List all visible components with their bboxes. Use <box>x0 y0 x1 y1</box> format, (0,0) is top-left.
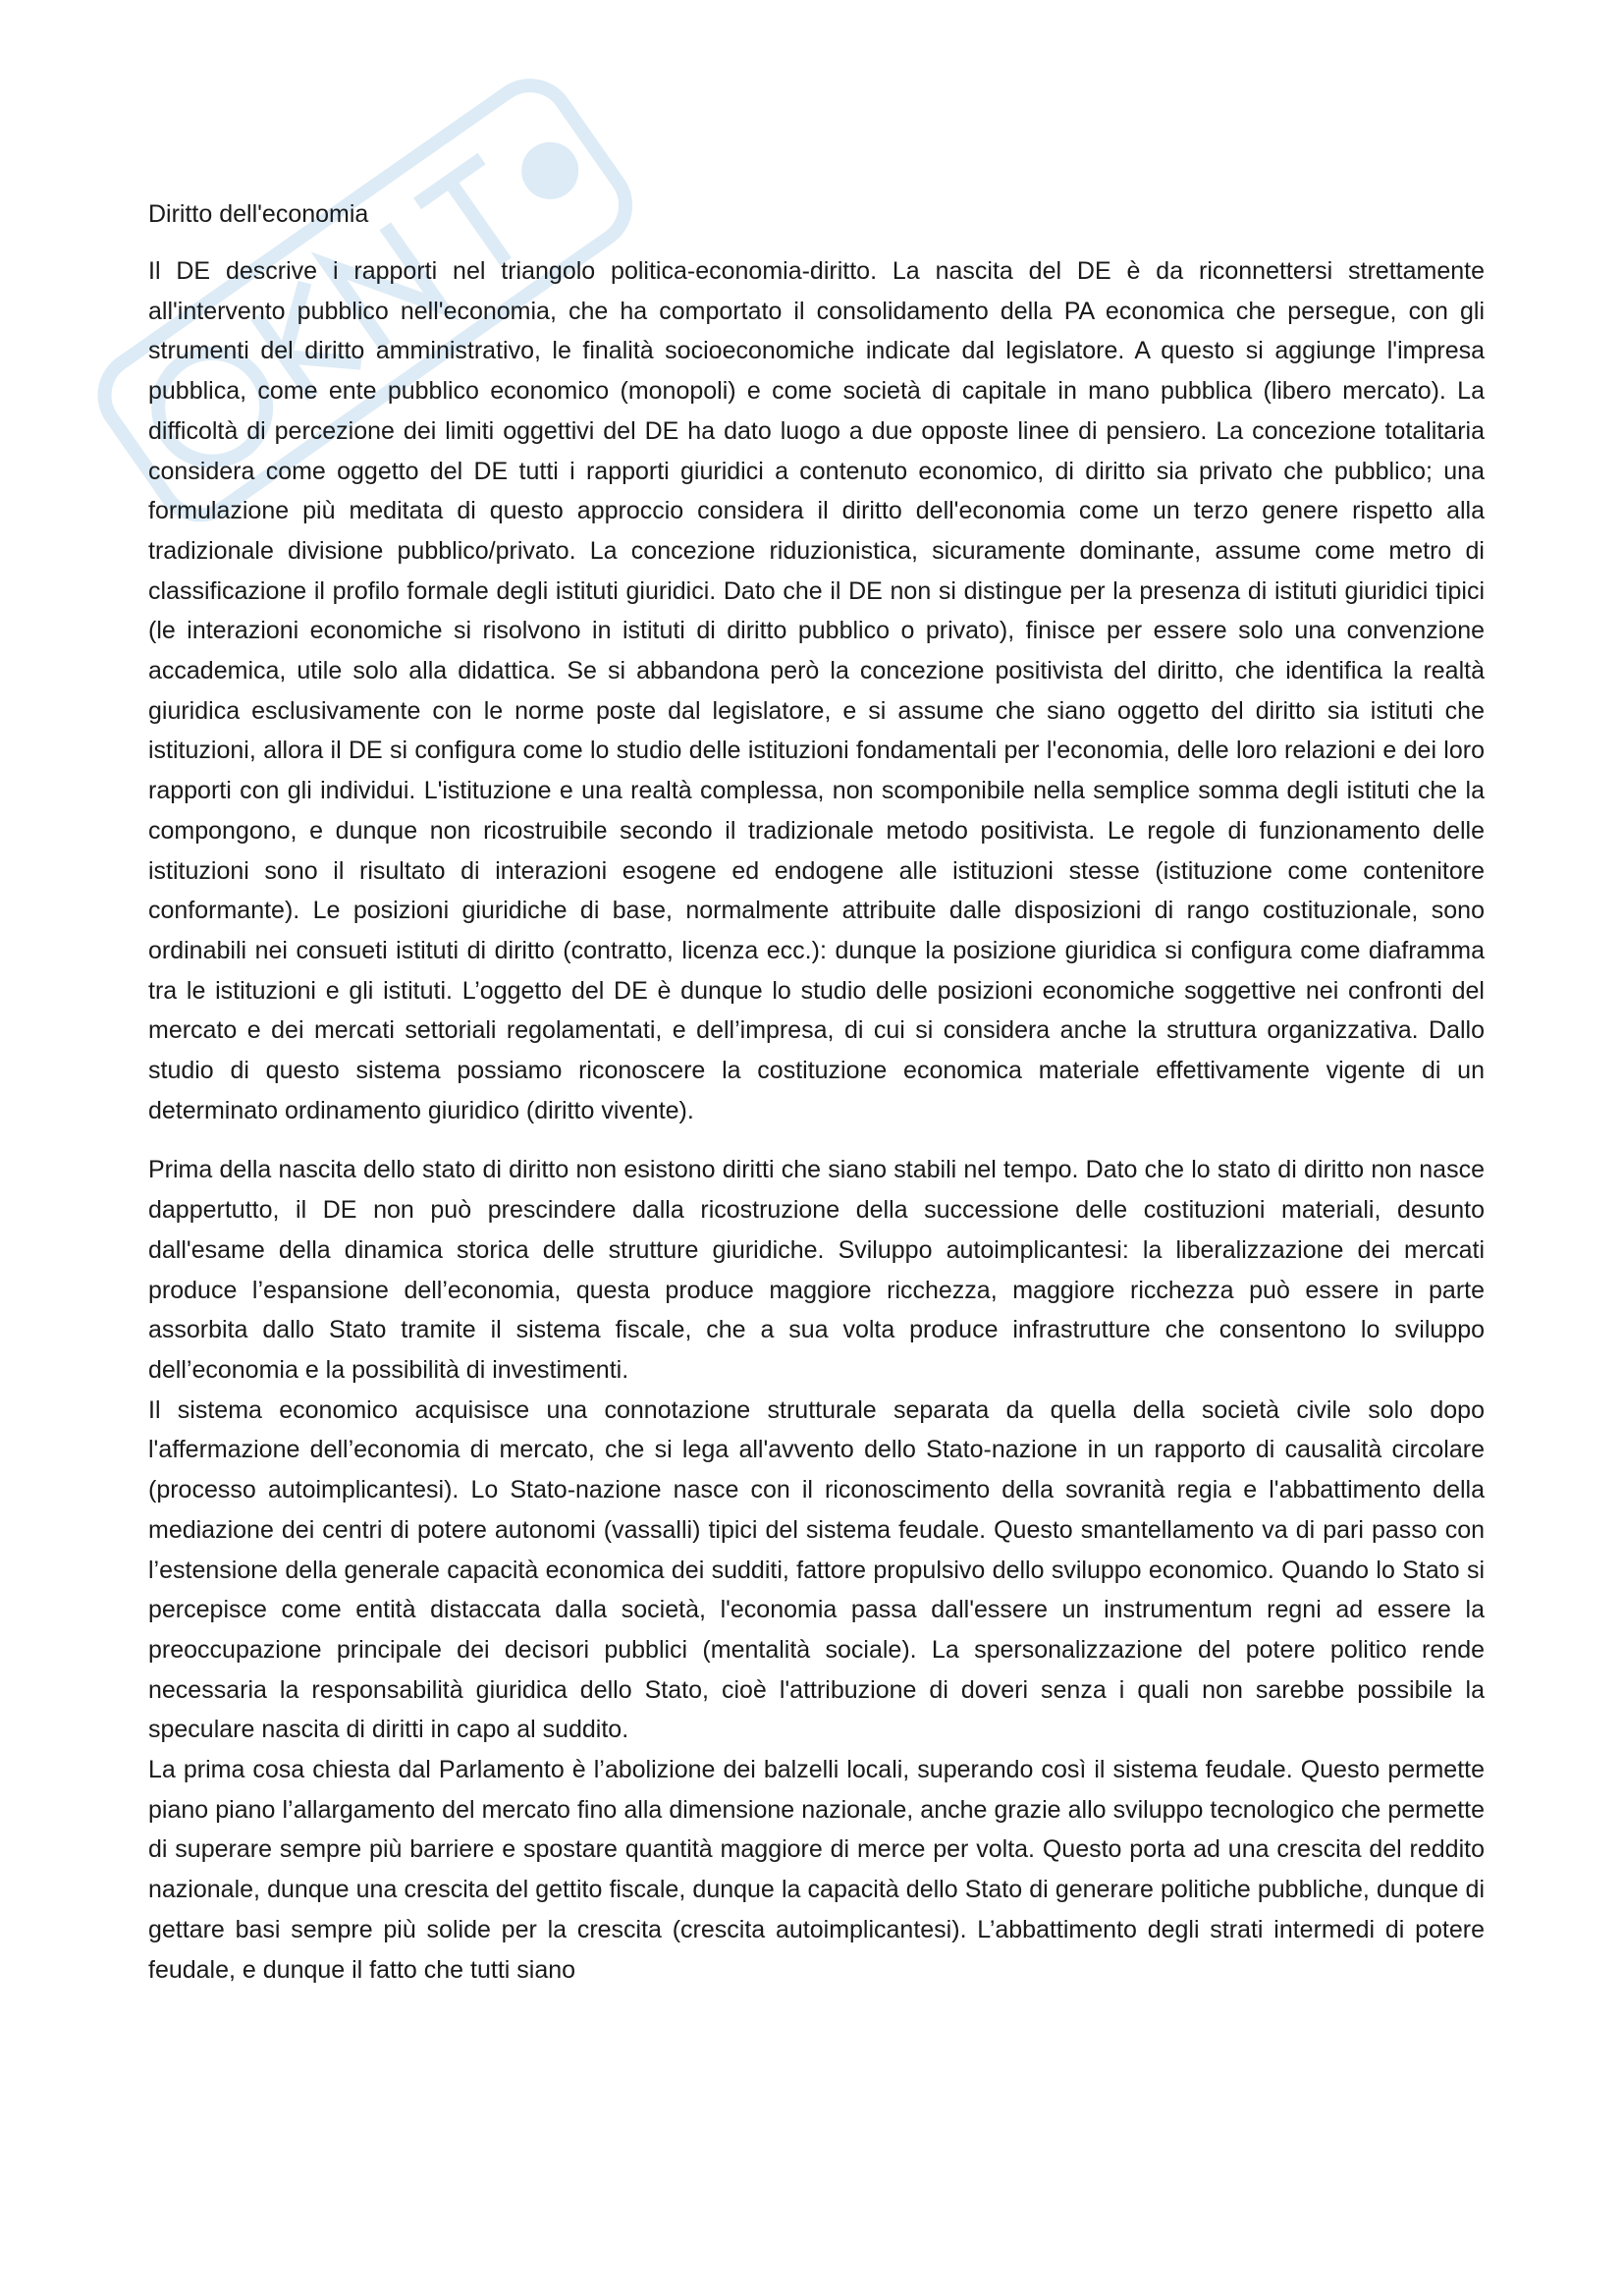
paragraph-2: Prima della nascita dello stato di diritto non esistono diritti che siano stabili nel tempo. Dato che lo stato di diritto non nasce dappertutto, il DE non può prescindere dalla ricostruzione della successione delle costituzioni materiali, desunto dall'esame della dinamica storica delle strutture giuridiche. Sviluppo autoimplicantesi: la liberalizzazione dei mercati produce l’espansione dell’economia, questa produce maggiore ricchezza, maggiore ricchezza può essere in parte assorbita dallo Stato tramite il sistema fiscale, che a sua volta produce infrastrutture che consentono lo sviluppo dell’economia e la possibilità di investimenti. <box>148 1156 1485 1384</box>
document-page <box>148 194 1485 1990</box>
paragraph-1: Il DE descrive i rapporti nel triangolo politica-economia-diritto. La nascita del DE è da riconnettersi strettamente all'intervento pubblico nell'economia, che ha comportato il consolidamento della PA economica che persegue, con gli strumenti del diritto amministrativo, le finalità socioeconomiche indicate dal legislatore. A questo si aggiunge l'impresa pubblica, come ente pubblico economico (monopoli) e come società di capitale in mano pubblica (libero mercato). La difficoltà di percezione dei limiti oggettivi del DE ha dato luogo a due opposte linee di pensiero. La concezione totalitaria considera come oggetto del DE tutti i rapporti giuridici a contenuto economico, di diritto sia privato che pubblico; una formulazione più meditata di questo approccio considera il diritto dell'economia come un terzo genere rispetto alla tradizionale divisione pubblico/privato. La concezione riduzionistica, sicuramente dominante, assume come metro di classificazione il profilo formale degli istituti giuridici. Dato che il DE non si distingue per la presenza di istituti giuridici tipici (le interazioni economiche si risolvono in istituti di diritto pubblico o privato), finisce per essere solo una convenzione accademica, utile solo alla didattica. Se si abbandona però la concezione positivista del diritto, che identifica la realtà giuridica esclusivamente con le norme poste dal legislatore, e si assume che siano oggetto del diritto sia istituti che istituzioni, allora il DE si configura come lo studio delle istituzioni fondamentali per l'economia, delle loro relazioni e dei loro rapporti con gli individui. L'istituzione e una realtà complessa, non scomponibile nella semplice somma degli istituti che la compongono, e dunque non ricostruibile secondo il tradizionale metodo positivista. Le regole di funzionamento delle istituzioni sono il risultato di interazioni esogene ed endogene alle istituzioni stesse (istituzione come contenitore conformante). Le posizioni giuridiche di base, normalmente attribuite dalle disposizioni di rango costituzionale, sono ordinabili nei consueti istituti di diritto (contratto, licenza ecc.): dunque la posizione giuridica si configura come diaframma tra le istituzioni e gli istituti. L’oggetto del DE è dunque lo studio delle posizioni economiche soggettive nei confronti del mercato e dei mercati settoriali regolamentati, e dell’impresa, di cui si considera anche la struttura organizzativa. Dallo studio di questo sistema possiamo riconoscere la costituzione economica materiale effettivamente vigente di un determinato ordinamento giuridico (diritto vivente). <box>148 257 1485 1124</box>
paragraph-3: Il sistema economico acquisisce una connotazione strutturale separata da quella della società civile solo dopo l'affermazione dell’economia di mercato, che si lega all'avvento dello Stato-nazione in un rapporto di causalità circolare (processo autoimplicantesi). Lo Stato-nazione nasce con il riconoscimento della sovranità regia e l'abbattimento della mediazione dei centri di potere autonomi (vassalli) tipici del sistema feudale. Questo smantellamento va di pari passo con l’estensione della generale capacità economica dei sudditi, fattore propulsivo dello sviluppo economico. Quando lo Stato si percepisce come entità distaccata dalla società, l'economia passa dall'essere un instrumentum regni ad essere la preoccupazione principale dei decisori pubblici (mentalità sociale). La spersonalizzazione del potere politico rende necessaria la responsabilità giuridica dello Stato, cioè l'attribuzione di doveri senza i quali non sarebbe possibile la speculare nascita di diritti in capo al suddito. <box>148 1395 1485 1744</box>
page-title: Diritto dell'economia <box>148 200 369 228</box>
paragraph-4: La prima cosa chiesta dal Parlamento è l’abolizione dei balzelli locali, superando così il sistema feudale. Questo permette piano piano l’allargamento del mercato fino alla dimensione nazionale, anche grazie allo sviluppo tecnologico che permette di superare sempre più barriere e spostare quantità maggiore di merce per volta. Questo porta ad una crescita del reddito nazionale, dunque una crescita del gettito fiscale, dunque la capacità dello Stato di generare politiche pubbliche, dunque di gettare basi sempre più solide per la crescita (crescita autoimplicantesi). L’abbattimento degli strati intermedi di potere feudale, e dunque il fatto che tutti siano <box>148 1756 1485 1984</box>
